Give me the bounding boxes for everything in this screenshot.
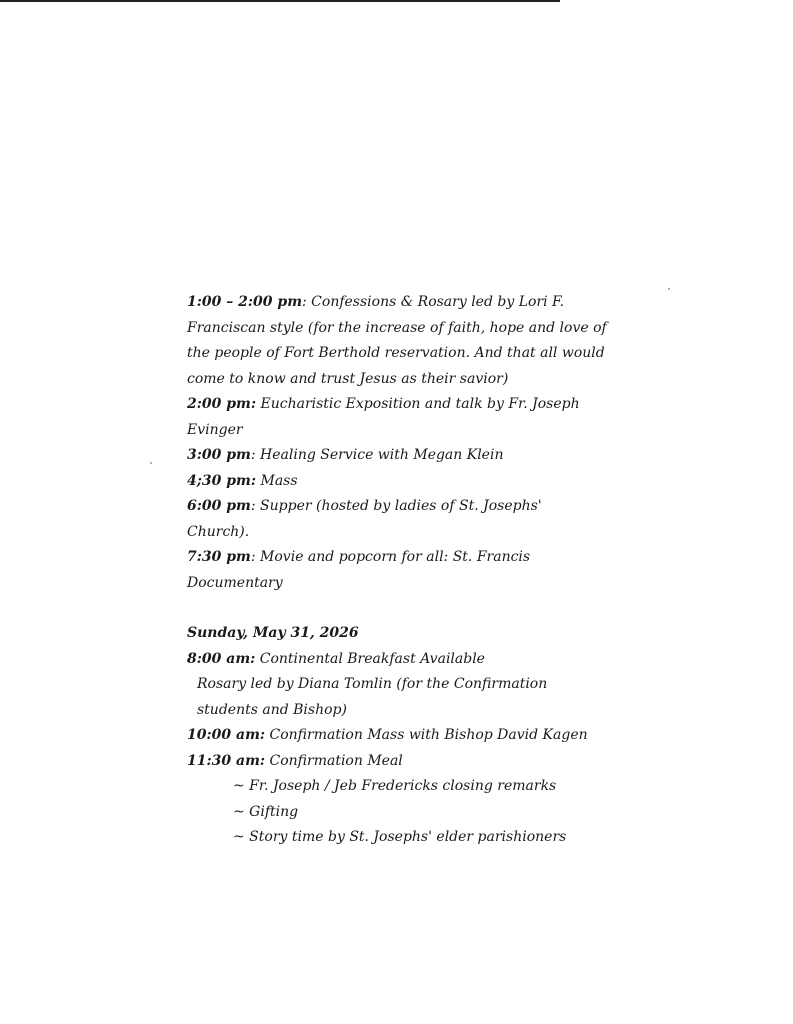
schedule-entry [187, 469, 607, 495]
meal-sub-item: ~ Story time by St. Josephs' elder parishioners [233, 829, 567, 845]
entry-text: Confirmation Mass with Bishop David Kagen [265, 727, 588, 743]
entry-separator: : [302, 294, 307, 310]
schedule-entry [187, 494, 607, 545]
entry-separator: : [250, 498, 256, 514]
entry-time: 10:00 am: [187, 727, 266, 743]
entry-separator: : [250, 549, 256, 565]
entry-time: 1:00 – 2:00 pm [187, 294, 303, 310]
entry-separator: : [250, 447, 256, 463]
entry-text: Healing Service with Megan Klein [255, 447, 504, 463]
entry-time: 7:30 pm [187, 549, 251, 565]
entry-text: Eucharistic Exposition and talk by Fr. Joseph Evinger [187, 396, 580, 438]
scan-speck [150, 462, 152, 464]
entry-text: Supper (hosted by ladies of St. Josephs' Church). [187, 498, 542, 540]
entry-text: Confessions & Rosary led by Lori F. Franciscan style (for the increase of faith, hope and love of the people of Fort Berthold reservation. And that all would come to know and trust Jesus as their savior) [187, 294, 607, 387]
entry-time: 4;30 pm: [187, 472, 257, 489]
entry-time: 6:00 pm [187, 498, 251, 514]
day-heading: Sunday, May 31, 2026 [187, 625, 359, 641]
entry-time: 3:00 pm [187, 447, 251, 463]
entry-text: Confirmation Meal [265, 752, 403, 769]
entry-text: Movie and popcorn for all: St. Francis Documentary [187, 549, 531, 591]
entry-text: Mass [256, 472, 298, 489]
schedule-entry [187, 392, 607, 443]
entry-time: 11:30 am: [187, 752, 266, 769]
scan-edge-line [0, 0, 560, 2]
meal-sub-item: ~ Gifting [233, 803, 299, 820]
schedule-entry [187, 647, 607, 673]
schedule-entry [187, 749, 607, 775]
schedule-entry [187, 545, 607, 596]
entry-time: 8:00 am: [187, 650, 256, 667]
rosary-entry: Rosary led by Diana Tomlin (for the Confirmation students and Bishop) [197, 676, 548, 718]
entry-text: Continental Breakfast Available [255, 650, 485, 667]
schedule-entry [187, 290, 607, 392]
schedule-entry [187, 723, 607, 749]
meal-sub-item: ~ Fr. Joseph / Jeb Fredericks closing remarks [233, 778, 557, 794]
entry-time: 2:00 pm: [187, 396, 257, 412]
schedule [187, 290, 607, 851]
schedule-entry [187, 443, 607, 469]
scan-speck [668, 288, 670, 290]
